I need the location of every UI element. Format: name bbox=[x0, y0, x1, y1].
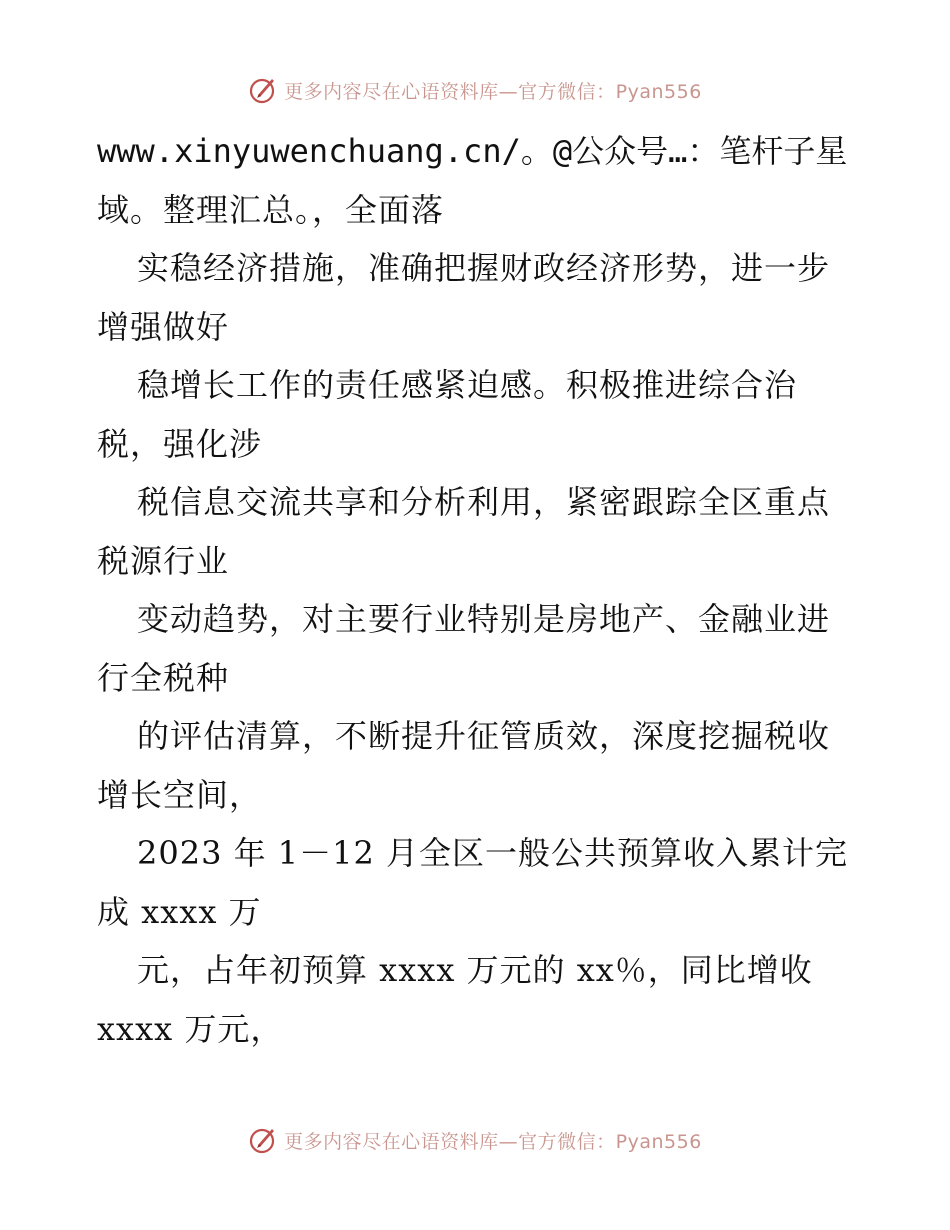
text-line: 税信息交流共享和分析利用，紧密跟踪全区重点 bbox=[137, 483, 831, 521]
text-line: 域。整理汇总。，全面落 bbox=[97, 190, 445, 229]
text-line: 2023 年 1－12 月全区一般公共预算收入累计完 bbox=[137, 834, 849, 872]
document-body bbox=[97, 122, 857, 1058]
text-line: 税，强化涉 bbox=[97, 424, 263, 463]
quill-pen-logo-icon bbox=[248, 75, 278, 105]
text-line: 稳增长工作的责任感紧迫感。积极推进综合治 bbox=[137, 366, 798, 404]
text-line: 的评估清算，不断提升征管质效，深度挖掘税收 bbox=[137, 717, 831, 755]
text-line: 增长空间， bbox=[97, 775, 263, 814]
footer-watermark bbox=[0, 1120, 950, 1160]
text-line: 增强做好 bbox=[97, 307, 230, 346]
text-line: 税源行业 bbox=[97, 541, 230, 580]
text-line: 变动趋势，对主要行业特别是房地产、金融业进 bbox=[137, 600, 831, 638]
text-line: 元，占年初预算 xxxx 万元的 xx％，同比增收 bbox=[137, 951, 813, 989]
watermark-text: 更多内容尽在心语资料库—官方微信：Pyan556 bbox=[284, 80, 702, 103]
header-watermark bbox=[0, 70, 950, 110]
text-line: 实稳经济措施，准确把握财政经济形势，进一步 bbox=[137, 249, 831, 287]
text-line: 行全税种 bbox=[97, 658, 230, 697]
quill-pen-logo-icon bbox=[248, 1125, 278, 1155]
watermark-text: 更多内容尽在心语资料库—官方微信：Pyan556 bbox=[284, 1130, 702, 1153]
text-line: xxxx 万元， bbox=[97, 1009, 284, 1048]
text-line: 成 xxxx 万 bbox=[97, 892, 262, 931]
text-line: www.xinyuwenchuang.cn/。@公众号…：笔杆子星 bbox=[97, 132, 848, 170]
